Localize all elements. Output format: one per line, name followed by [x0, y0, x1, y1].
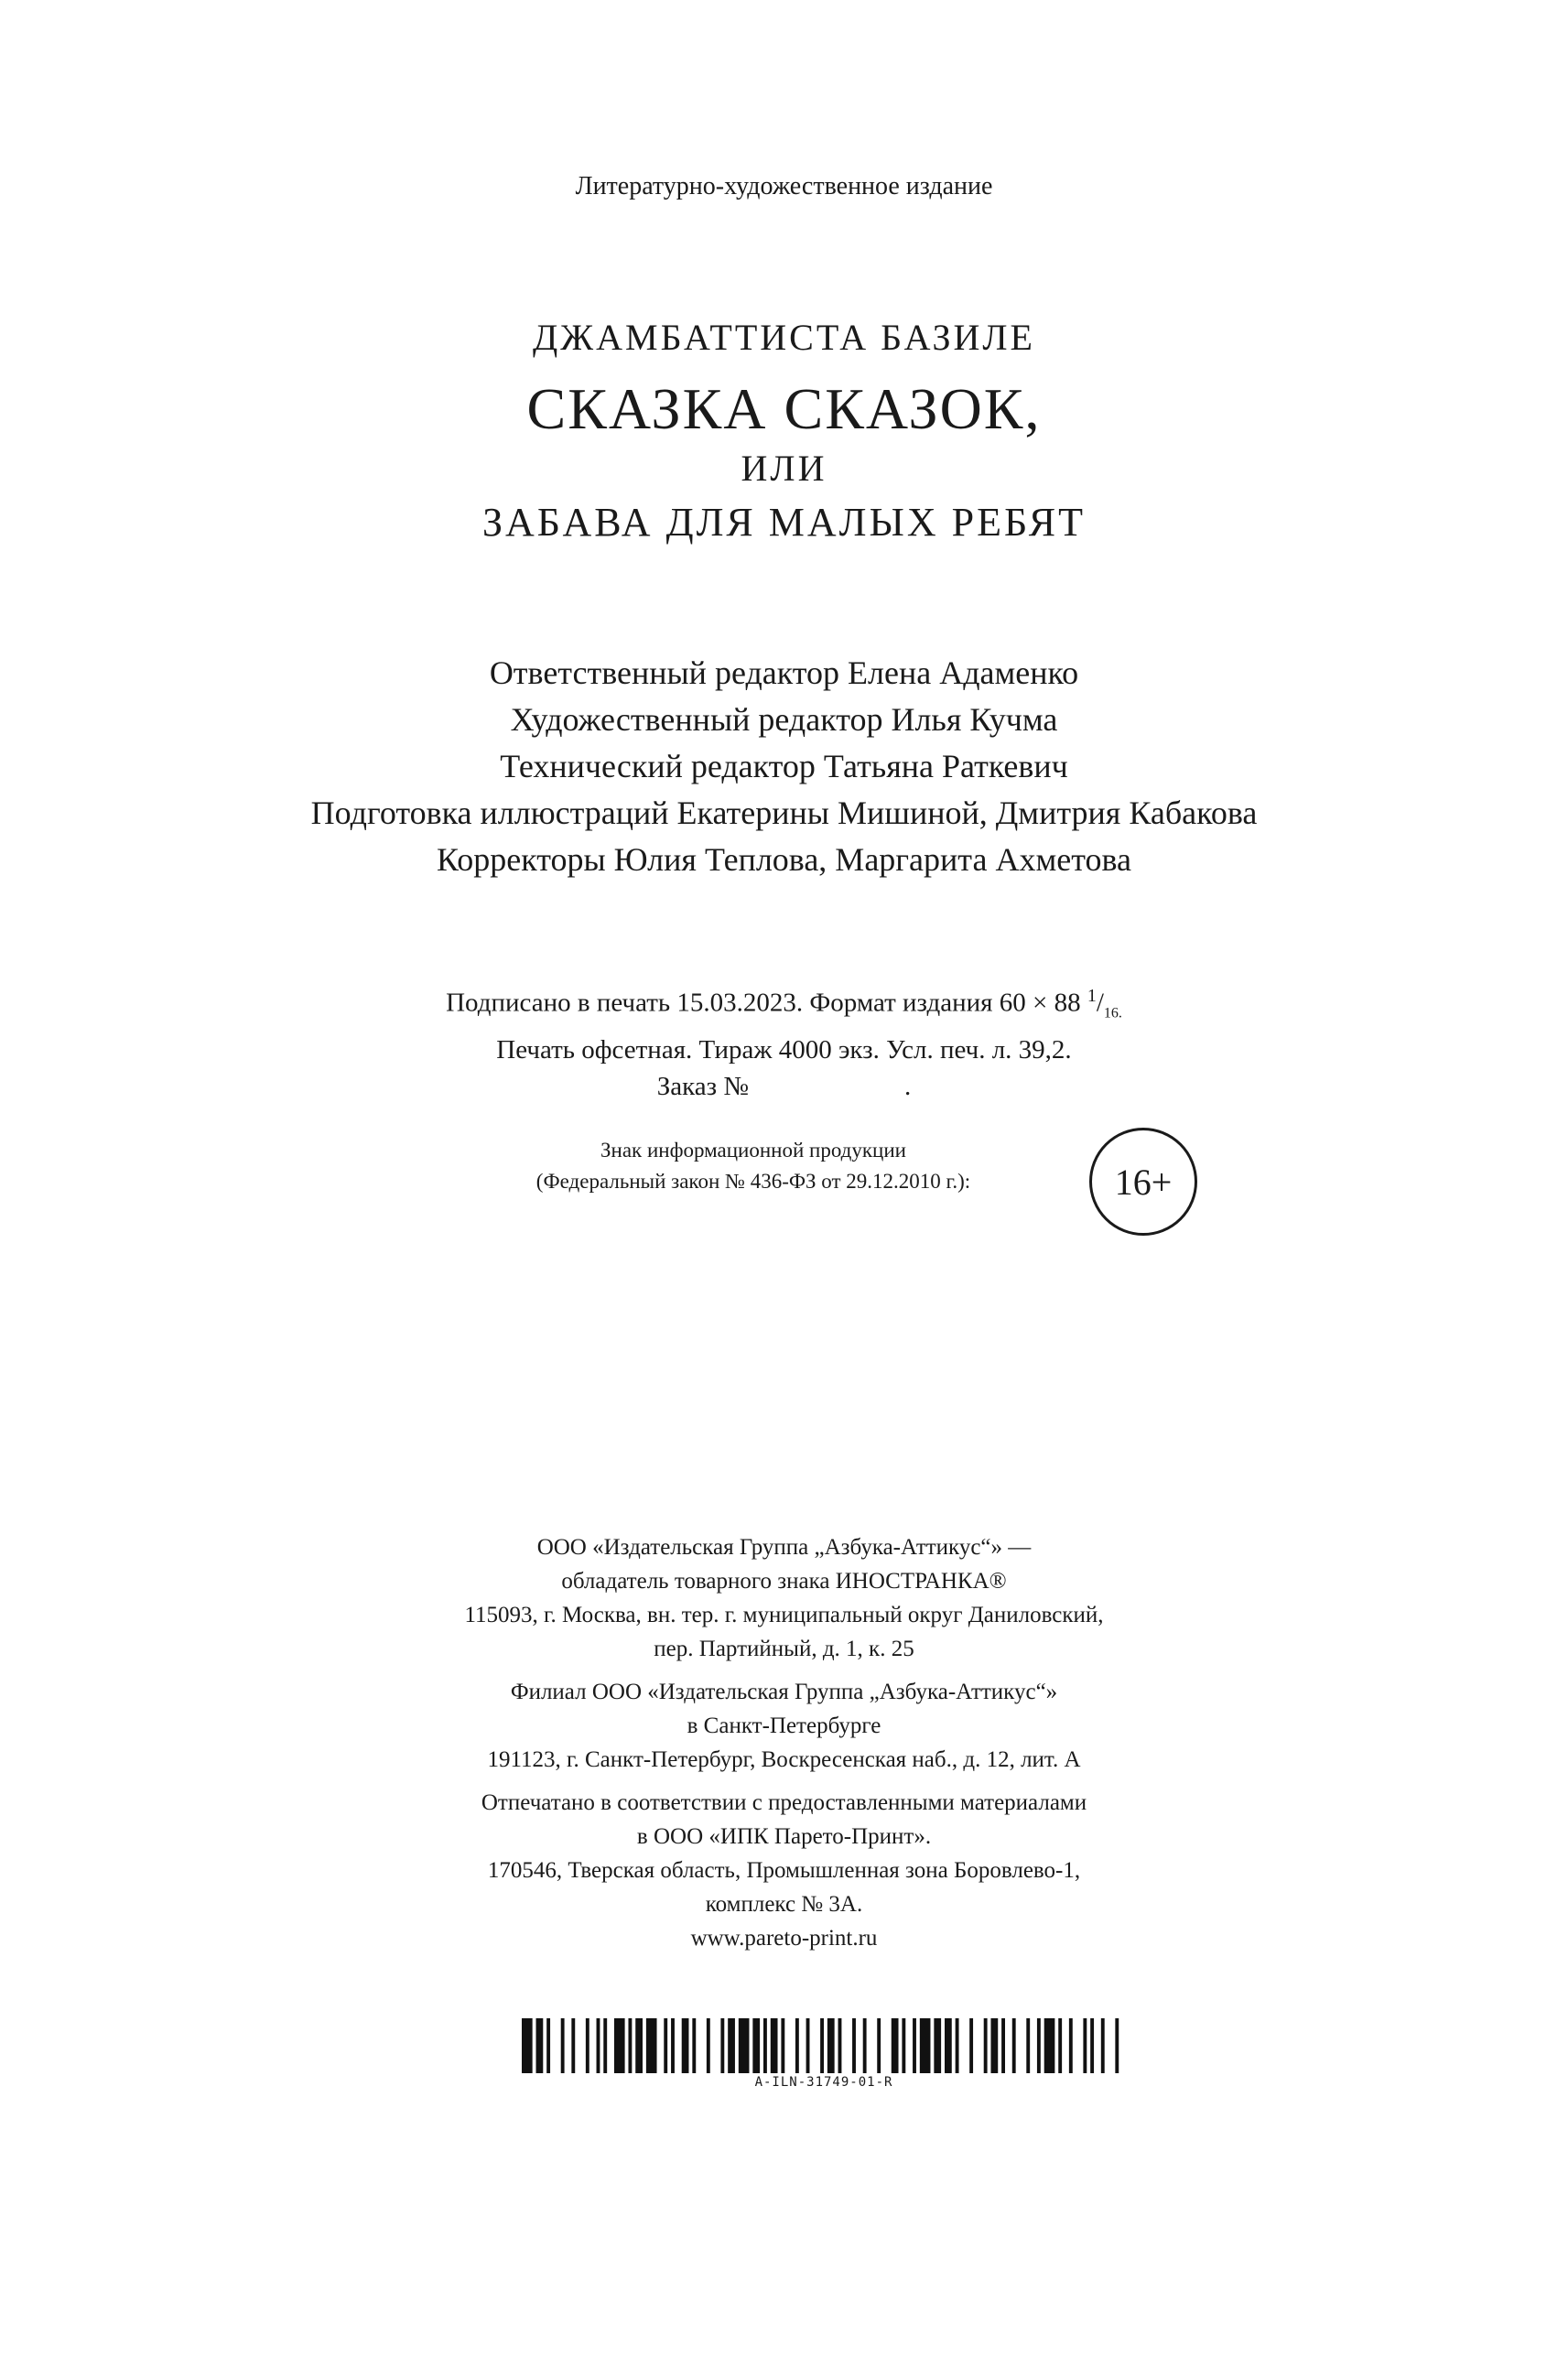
barcode-bar — [522, 2018, 533, 2073]
genre-label: Литературно-художественное издание — [575, 172, 993, 200]
barcode-bar — [827, 2018, 835, 2073]
barcode-bar — [597, 2018, 600, 2073]
barcode-bar — [671, 2018, 675, 2073]
publisher-line: ООО «Издательская Группа „Азбука-Аттикус“» — — [536, 1535, 1032, 1560]
barcode-bar — [628, 2018, 632, 2073]
barcode-bar — [838, 2018, 842, 2073]
barcode-bar — [1083, 2018, 1087, 2073]
barcode-bar — [1037, 2018, 1041, 2073]
printer-line: Отпечатано в соответствии с предоставленными материалами — [481, 1790, 1087, 1815]
publisher-info — [0, 1530, 1568, 1955]
barcode-bar — [536, 2018, 544, 2073]
printer-line: 170546, Тверская область, Промышленная зона Боровлево-1, — [487, 1858, 1081, 1883]
book-title-main: СКАЗКА СКАЗОК, — [526, 376, 1042, 441]
order-end: . — [904, 1072, 912, 1102]
barcode-bar — [934, 2018, 941, 2073]
credit-art-editor: Художественный редактор Илья Кучма — [510, 701, 1058, 738]
barcode-bar — [781, 2018, 784, 2073]
barcode — [522, 2018, 1126, 2096]
barcode-bar — [635, 2018, 643, 2073]
format-slash: / — [1096, 988, 1104, 1018]
age-rating — [0, 1128, 1568, 1238]
barcode-bar — [664, 2018, 667, 2073]
credit-proofreaders: Корректоры Юлия Теплова, Маргарита Ахметова — [437, 841, 1131, 878]
barcode-bar — [720, 2018, 724, 2073]
barcode-bar — [728, 2018, 735, 2073]
barcode-bar — [1058, 2018, 1062, 2073]
order-line — [0, 1068, 1568, 1105]
barcode-bar — [682, 2018, 689, 2073]
editorial-credits — [0, 650, 1568, 883]
format-end: . — [1118, 1005, 1122, 1021]
author-name: ДЖАМБАТТИСТА БАЗИЛЕ — [533, 317, 1035, 358]
barcode-bar — [1101, 2018, 1105, 2073]
barcode-bar — [1012, 2018, 1016, 2073]
barcode-bar — [1044, 2018, 1055, 2073]
barcode-code: A-ILN-31749-01-R — [754, 2075, 893, 2090]
barcode-bar — [877, 2018, 881, 2073]
credit-technical-editor: Технический редактор Татьяна Раткевич — [500, 748, 1068, 784]
barcode-bar — [739, 2018, 750, 2073]
credit-illustrations: Подготовка иллюстраций Екатерины Мишиной, Дмитрия Кабакова — [310, 794, 1258, 831]
barcode-bar — [1001, 2018, 1005, 2073]
age-rating-badge: 16+ — [1089, 1128, 1197, 1236]
publisher-line: 115093, г. Москва, вн. тер. г. муниципальный округ Даниловский, — [464, 1603, 1104, 1627]
book-title-connector: ИЛИ — [741, 448, 827, 489]
barcode-bar — [902, 2018, 905, 2073]
barcode-bar — [984, 2018, 988, 2073]
barcode-bar — [603, 2018, 607, 2073]
barcode-bar — [969, 2018, 973, 2073]
order-label: Заказ № — [656, 1072, 750, 1102]
print-run-line: Печать офсетная. Тираж 4000 экз. Усл. печ. л. 39,2. — [496, 1035, 1072, 1065]
barcode-bar — [863, 2018, 867, 2073]
print-signed-line — [0, 978, 1568, 1032]
barcode-bar — [614, 2018, 625, 2073]
format-numerator: 1 — [1087, 986, 1097, 1006]
book-title-subtitle: ЗАБАВА ДЛЯ МАЛЫХ РЕБЯТ — [481, 500, 1087, 545]
barcode-bar — [771, 2018, 778, 2073]
barcode-bar — [1069, 2018, 1073, 2073]
barcode-bar — [1090, 2018, 1094, 2073]
print-info — [0, 978, 1568, 1105]
printer-line: в ООО «ИПК Парето-Принт». — [636, 1824, 932, 1849]
branch-line: 191123, г. Санкт-Петербург, Воскресенская наб., д. 12, лит. А — [487, 1747, 1081, 1772]
barcode-bar — [707, 2018, 710, 2073]
barcode-bar — [795, 2018, 799, 2073]
barcode-bar — [945, 2018, 952, 2073]
barcode-bar — [920, 2018, 931, 2073]
printer-line: комплекс № 3А. — [705, 1892, 863, 1917]
barcode-bar — [1115, 2018, 1119, 2073]
age-rating-text — [424, 1135, 1083, 1197]
print-signed-text: Подписано в печать 15.03.2023. Формат издания 60 × 88 — [446, 988, 1087, 1018]
barcode-bar — [852, 2018, 856, 2073]
publisher-line: пер. Партийный, д. 1, к. 25 — [654, 1637, 914, 1661]
publisher-line: обладатель товарного знака ИНОСТРАНКА® — [561, 1569, 1007, 1594]
barcode-bar — [646, 2018, 657, 2073]
barcode-bar — [820, 2018, 824, 2073]
barcode-bar — [752, 2018, 760, 2073]
barcode-bars — [522, 2018, 1126, 2073]
barcode-bar — [586, 2018, 589, 2073]
barcode-bar — [806, 2018, 810, 2073]
barcode-bar — [546, 2018, 550, 2073]
credit-responsible-editor: Ответственный редактор Елена Адаменко — [489, 654, 1079, 691]
printer-website: www.pareto-print.ru — [690, 1926, 878, 1951]
barcode-bar — [571, 2018, 575, 2073]
barcode-bar — [956, 2018, 959, 2073]
barcode-bar — [990, 2018, 998, 2073]
barcode-bar — [1026, 2018, 1030, 2073]
barcode-bar — [561, 2018, 565, 2073]
barcode-bar — [913, 2018, 916, 2073]
branch-line: в Санкт-Петербурге — [687, 1713, 881, 1738]
age-rating-line1: Знак информационной продукции — [600, 1139, 906, 1162]
branch-line: Филиал ООО «Издательская Группа „Азбука-Аттикус“» — [510, 1680, 1058, 1704]
barcode-bar — [892, 2018, 899, 2073]
barcode-bar — [763, 2018, 767, 2073]
barcode-bar — [692, 2018, 696, 2073]
age-rating-line2: (Федеральный закон № 436-ФЗ от 29.12.2010 г.): — [535, 1170, 971, 1193]
format-denominator: 16 — [1103, 1005, 1119, 1021]
